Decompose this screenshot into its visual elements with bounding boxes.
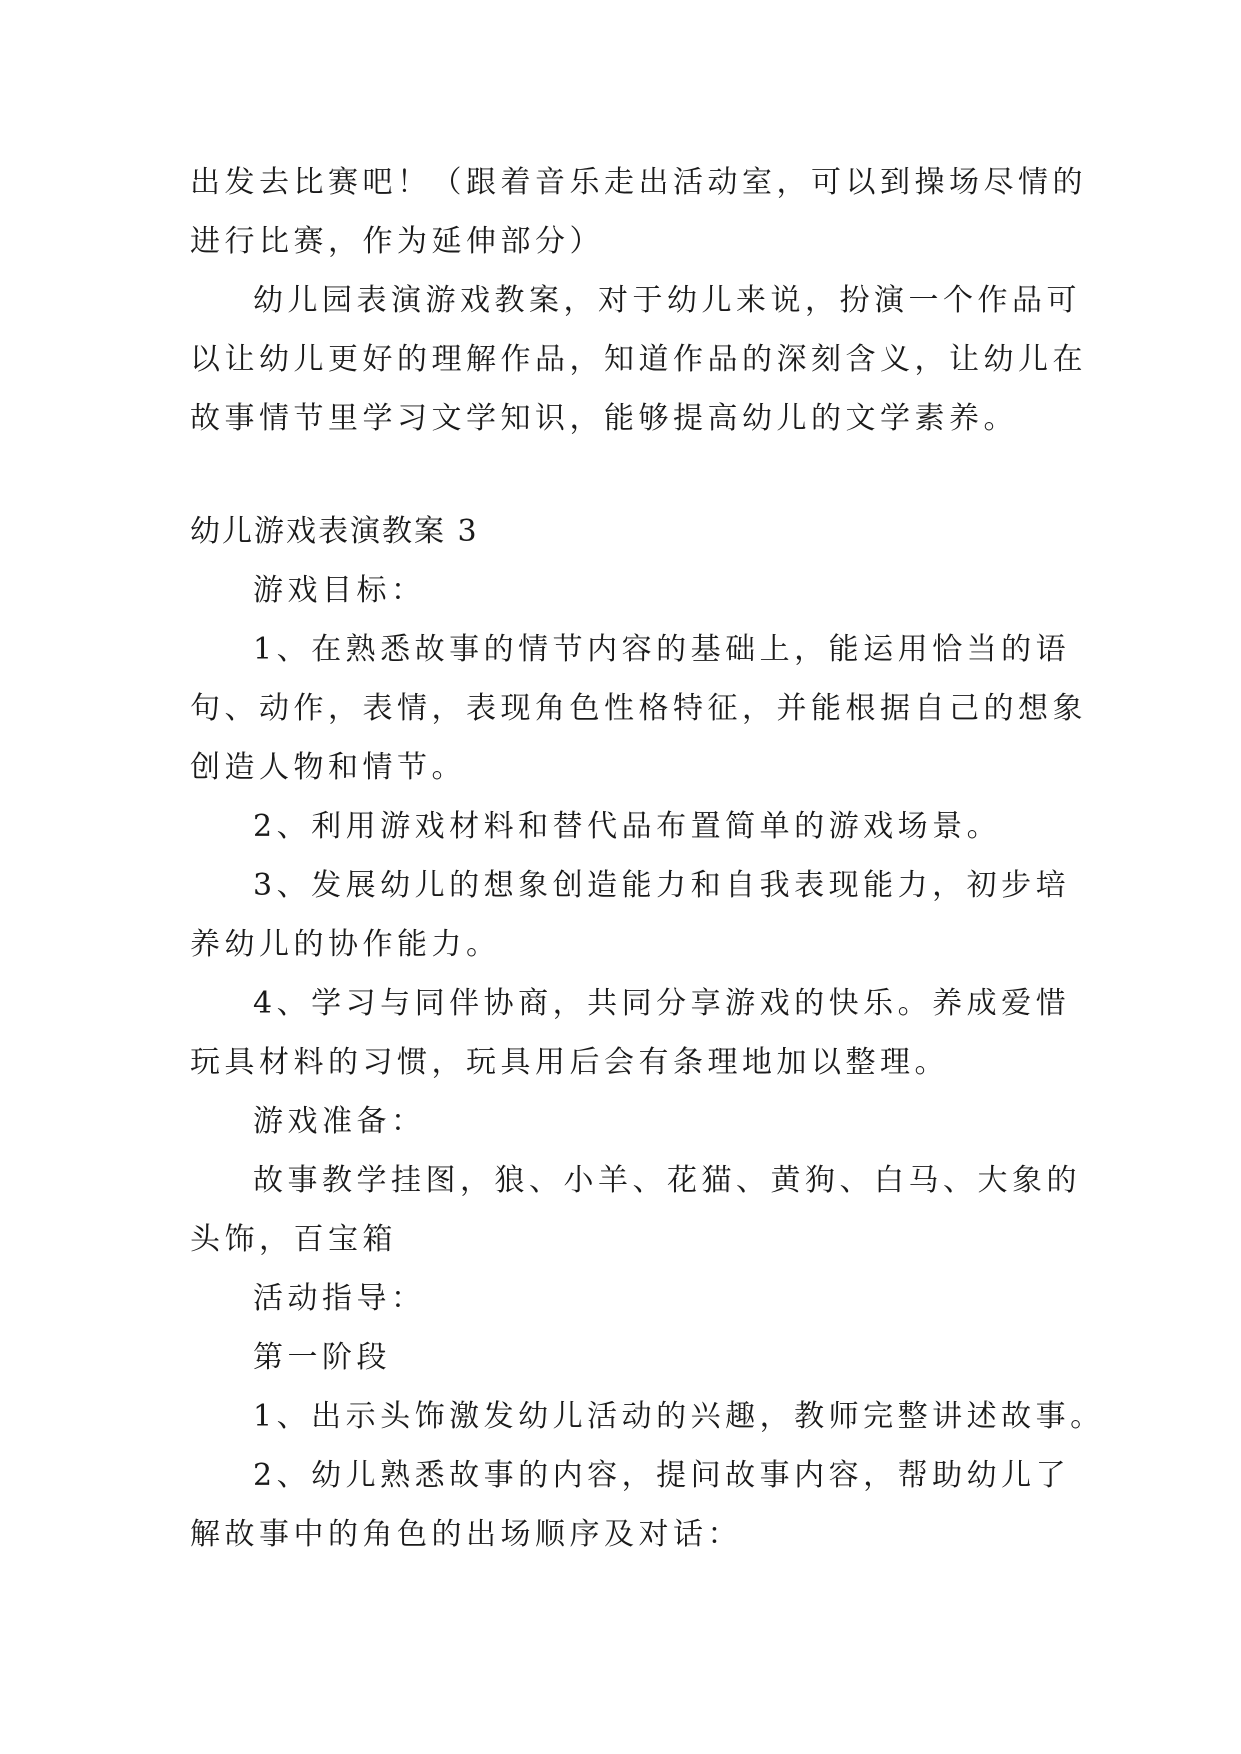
- list-item-2: 2、利用游戏材料和替代品布置简单的游戏场景。: [253, 809, 1002, 844]
- text-line: 以让幼儿更好的理解作品，知道作品的深刻含义，让幼儿在: [190, 342, 1087, 377]
- section-heading: 幼儿游戏表演教案 3: [190, 514, 479, 549]
- text-line: 头饰，百宝箱: [190, 1222, 397, 1257]
- list-item-4: 4、学习与同伴协商，共同分享游戏的快乐。养成爱惜: [253, 986, 1071, 1021]
- text-line: 进行比赛，作为延伸部分）: [190, 224, 604, 259]
- text-line: 句、动作，表情，表现角色性格特征，并能根据自己的想象: [190, 691, 1087, 726]
- text-line: 解故事中的角色的出场顺序及对话：: [190, 1517, 742, 1552]
- subheading-activity-guidance: 活动指导：: [253, 1281, 426, 1316]
- subheading-stage-one: 第一阶段: [253, 1340, 391, 1375]
- list-item-2: 2、幼儿熟悉故事的内容，提问故事内容，帮助幼儿了: [253, 1458, 1071, 1493]
- subheading-game-preparation: 游戏准备：: [253, 1104, 426, 1139]
- text-line: 养幼儿的协作能力。: [190, 927, 501, 962]
- subheading-game-goals: 游戏目标：: [253, 573, 426, 608]
- list-item-3: 3、发展幼儿的想象创造能力和自我表现能力，初步培: [253, 868, 1071, 903]
- text-line: 出发去比赛吧！（跟着音乐走出活动室，可以到操场尽情的: [190, 165, 1087, 200]
- list-item-1: 1、出示头饰激发幼儿活动的兴趣，教师完整讲述故事。: [253, 1399, 1105, 1434]
- list-item-1: 1、在熟悉故事的情节内容的基础上，能运用恰当的语: [253, 632, 1071, 667]
- text-line: 故事情节里学习文学知识，能够提高幼儿的文学素养。: [190, 401, 1018, 436]
- text-line: 创造人物和情节。: [190, 750, 466, 785]
- paragraph-first-line: 幼儿园表演游戏教案，对于幼儿来说，扮演一个作品可: [253, 283, 1081, 318]
- text-line: 玩具材料的习惯，玩具用后会有条理地加以整理。: [190, 1045, 949, 1080]
- preparation-text: 故事教学挂图，狼、小羊、花猫、黄狗、白马、大象的: [253, 1163, 1081, 1198]
